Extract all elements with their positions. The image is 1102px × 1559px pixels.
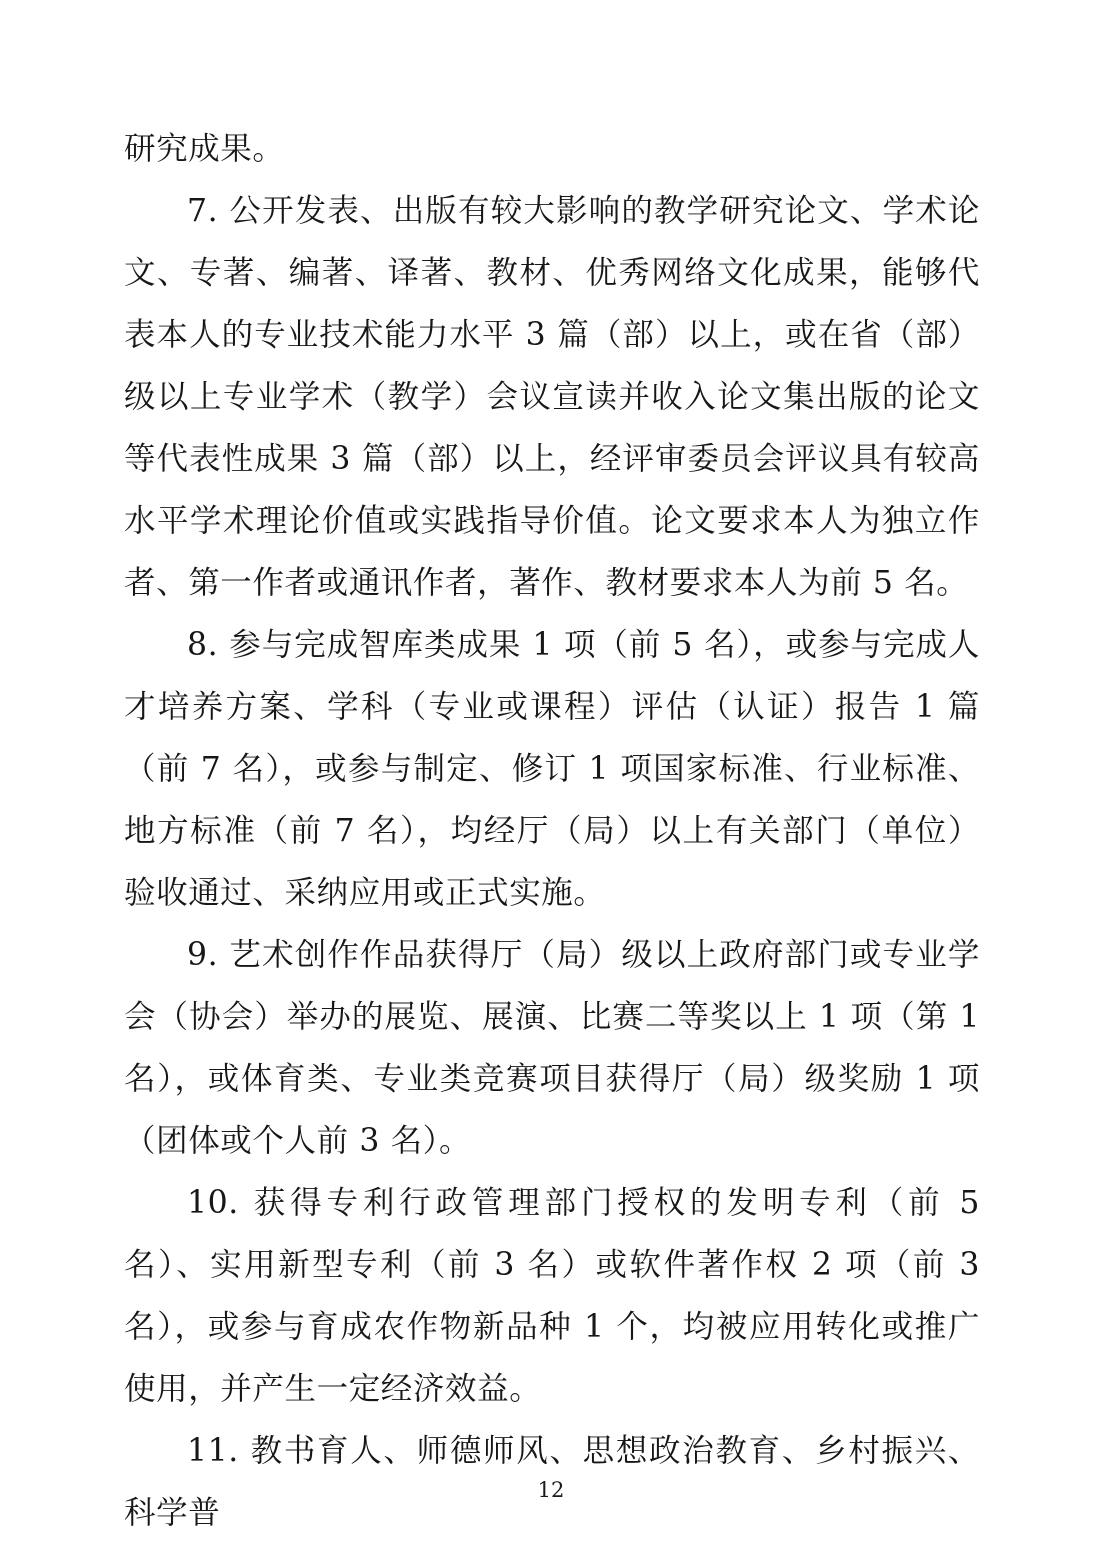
paragraph-item-7: 7. 公开发表、出版有较大影响的教学研究论文、学术论文、专著、编著、译著、教材、优秀网络文化成果，能够代表本人的专业技术能力水平 3 篇（部）以上，或在省（部）级以上专业学术（教学）会议宣读并收入论文集出版的论文等代表性成果 3 篇（部）以上，经评审委员会评议具有较高水平学术理论价值或实践指导价值。论文要求本人为独立作者、第一作者或通讯作者，著作、教材要求本人为前 5 名。 <box>124 193 980 601</box>
page-number: 12 <box>537 1478 565 1502</box>
paragraph-item-8: 8. 参与完成智库类成果 1 项（前 5 名），或参与完成人才培养方案、学科（专业或课程）评估（认证）报告 1 篇（前 7 名），或参与制定、修订 1 项国家标准、行业标准、地方标准（前 7 名），均经厅（局）以上有关部门（单位）验收通过、采纳应用或正式实施。 <box>124 627 980 911</box>
paragraph-continuation: 研究成果。 <box>124 131 285 167</box>
paragraph-item-11: 11. 教书育人、师德师风、思想政治教育、乡村振兴、科学普 <box>124 1433 980 1531</box>
document-body <box>124 118 980 1544</box>
paragraph-item-10: 10. 获得专利行政管理部门授权的发明专利（前 5 名）、实用新型专利（前 3 名）或软件著作权 2 项（前 3 名），或参与育成农作物新品种 1 个，均被应用转化或推广使用，并产生一定经济效益。 <box>124 1185 980 1407</box>
paragraph-item-9: 9. 艺术创作作品获得厅（局）级以上政府部门或专业学会（协会）举办的展览、展演、比赛二等奖以上 1 项（第 1 名），或体育类、专业类竞赛项目获得厅（局）级奖励 1 项（团体或个人前 3 名）。 <box>124 937 980 1159</box>
